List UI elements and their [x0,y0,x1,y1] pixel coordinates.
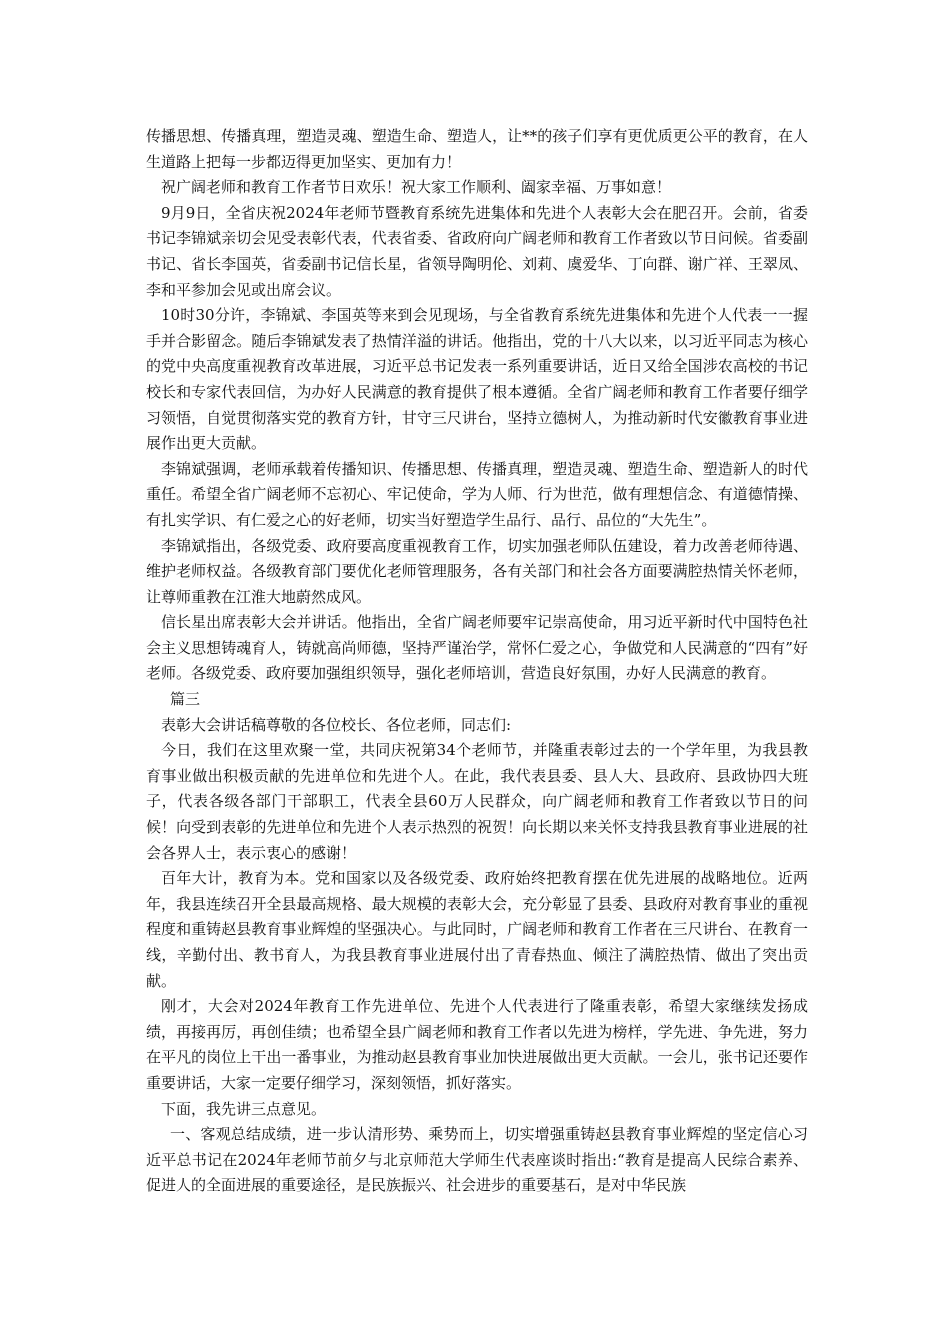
speech-salutation: 表彰大会讲话稿尊敬的各位校长、各位老师，同志们: [161,715,512,734]
paragraph-10: 今日，我们在这里欢聚一堂，共同庆祝第34个老师节，并隆重表彰过去的一个学年里，为我县教育事业做出积极贡献的先进单位和先进个人。在此，我代表县委、县人大、县政府、县政协四大班子，代表各级各部门干部职工，代表全县60万人民群众，向广阔老师和教育工作者致以节日的问候！向受到表彰的先进单位和先进个人表示热烈的祝贺！向长期以来关怀支持我县教育事业进展的社会各界人士，表示衷心的感谢！ [146,741,808,862]
paragraph-7: 信长星出席表彰大会并讲话。他指出，全省广阔老师要牢记崇高使命，用习近平新时代中国特色社会主义思想铸魂育人，铸就高尚师德，坚持严谨治学，常怀仁爱之心，争做党和人民满意的“四有”好老师。各级党委、政府要加强组织领导，强化老师培训，营造良好氛围，办好人民满意的教育。 [146,613,808,683]
paragraph-2: 祝广阔老师和教育工作者节日欢乐！祝大家工作顺利、阖家幸福、万事如意！ [161,178,672,197]
paragraph-12: 刚才，大会对2024年教育工作先进单位、先进个人代表进行了隆重表彰，希望大家继续发扬成绩，再接再厉，再创佳绩；也希望全县广阔老师和教育工作者以先进为榜样，学先进、争先进，努力在平凡的岗位上干出一番事业，为推动赵县教育事业加快进展做出更大贡献。一会儿，张书记还要作重要讲话，大家一定要仔细学习，深刻领悟，抓好落实。 [146,997,808,1092]
paragraph-1: 传播思想、传播真理，塑造灵魂、塑造生命、塑造人，让**的孩子们享有更优质更公平的教育，在人生道路上把每一步都迈得更加坚实、更加有力！ [146,127,808,171]
paragraph-4: 10时30分许，李锦斌、李国英等来到会见现场，与全省教育系统先进集体和先进个人代表一一握手并合影留念。随后李锦斌发表了热情洋溢的讲话。他指出，党的十八大以来，以习近平同志为核心的党中央高度重视教育改革进展，习近平总书记发表一系列重要讲话，近日又给全国涉农高校的书记校长和专家代表回信，为办好人民满意的教育提供了根本遵循。全省广阔老师和教育工作者要仔细学习领悟，自觉贯彻落实党的教育方针，甘守三尺讲台，坚持立德树人，为推动新时代安徽教育事业进展作出更大贡献。 [146,306,808,453]
paragraph-6: 李锦斌指出，各级党委、政府要高度重视教育工作，切实加强老师队伍建设，着力改善老师待遇、维护老师权益。各级教育部门要优化老师管理服务，各有关部门和社会各方面要满腔热情关怀老师，让尊师重教在江淮大地蔚然成风。 [146,536,808,606]
paragraph-13: 下面，我先讲三点意见。 [161,1099,327,1118]
section-heading: 篇三 [170,690,201,709]
paragraph-14: 一、客观总结成绩，进一步认清形势、乘势而上，切实增强重铸赵县教育事业辉煌的坚定信心习近平总书记在2024年老师节前夕与北京师范大学师生代表座谈时指出:“教育是提高人民综合素养、促进人的全面进展的重要途径，是民族振兴、社会进步的重要基石，是对中华民族 [146,1125,808,1195]
document-body [146,124,808,1199]
paragraph-5: 李锦斌强调，老师承载着传播知识、传播思想、传播真理，塑造灵魂、塑造生命、塑造新人的时代重任。希望全省广阔老师不忘初心、牢记使命，学为人师、行为世范，做有理想信念、有道德情操、有扎实学识、有仁爱之心的好老师，切实当好塑造学生品行、品行、品位的“大先生”。 [146,459,808,529]
paragraph-3: 9月9日，全省庆祝2024年老师节暨教育系统先进集体和先进个人表彰大会在肥召开。会前，省委书记李锦斌亲切会见受表彰代表，代表省委、省政府向广阔老师和教育工作者致以节日问候。省委副书记、省长李国英，省委副书记信长星，省领导陶明伦、刘莉、虞爱华、丁向群、谢广祥、王翠凤、李和平参加会见或出席会议。 [146,203,808,299]
paragraph-11: 百年大计，教育为本。党和国家以及各级党委、政府始终把教育摆在优先进展的战略地位。近两年，我县连续召开全县最高规格、最大规模的表彰大会，充分彰显了县委、县政府对教育事业的重视程度和重铸赵县教育事业辉煌的坚强决心。与此同时，广阔老师和教育工作者在三尺讲台、在教育一线，辛勤付出、教书育人，为我县教育事业进展付出了青春热血、倾注了满腔热情、做出了突出贡献。 [146,869,808,990]
